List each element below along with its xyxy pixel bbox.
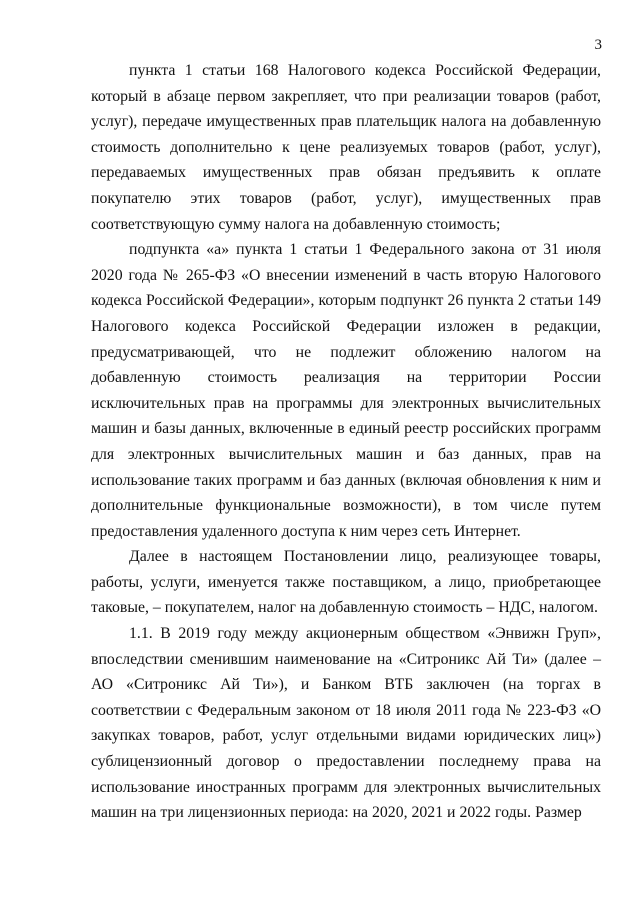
paragraph: пункта 1 статьи 168 Налогового кодекса Российской Федерации, который в абзаце первом закрепляет, что при реализации товаров (работ, услуг), передаче имущественных прав плательщик налога на добавленную стоимость дополнительно к цене реализуемых товаров (работ, услуг), передаваемых имущественных прав обязан предъявить к оплате покупателю этих товаров (работ, услуг), имущественных прав соответствующую сумму налога на добавленную стоимость; bbox=[91, 62, 601, 233]
paragraph: 1.1. В 2019 году между акционерным обществом «Энвижн Груп», впоследствии сменившим наименование на «Ситроникс Ай Ти» (далее – АО «Ситроникс Ай Ти»), и Банком ВТБ заключен (на торгах в соответствии с Федеральным законом от 18 июля 2011 года № 223-ФЗ «О закупках товаров, работ, услуг отдельными видами юридических лиц») сублицензионный договор о предоставлении последнему права на использование иностранных программ для электронных вычислительных машин на три лицензионных периода: на 2020, 2021 и 2022 годы. Размер bbox=[91, 625, 601, 822]
page-number: 3 bbox=[594, 37, 602, 53]
paragraph: Далее в настоящем Постановлении лицо, реализующее товары, работы, услуги, именуется также поставщиком, а лицо, приобретающее таковые, – покупателем, налог на добавленную стоимость – НДС, налогом. bbox=[91, 548, 601, 617]
paragraph: подпункта «а» пункта 1 статьи 1 Федерального закона от 31 июля 2020 года № 265-ФЗ «О внесении изменений в часть вторую Налогового кодекса Российской Федерации», которым подпункт 26 пункта 2 статьи 149 Налогового кодекса Российской Федерации изложен в редакции, предусматривающей, что не подлежит обложению налогом на добавленную стоимость реализация на территории России исключительных прав на программы для электронных вычислительных машин и базы данных, включенные в единый реестр российских программ для электронных вычислительных машин и баз данных, прав на использование таких программ и баз данных (включая обновления к ним и дополнительные функциональные возможности), в том числе путем предоставления удаленного доступа к ним через сеть Интернет. bbox=[91, 241, 601, 540]
document-body bbox=[91, 58, 601, 826]
